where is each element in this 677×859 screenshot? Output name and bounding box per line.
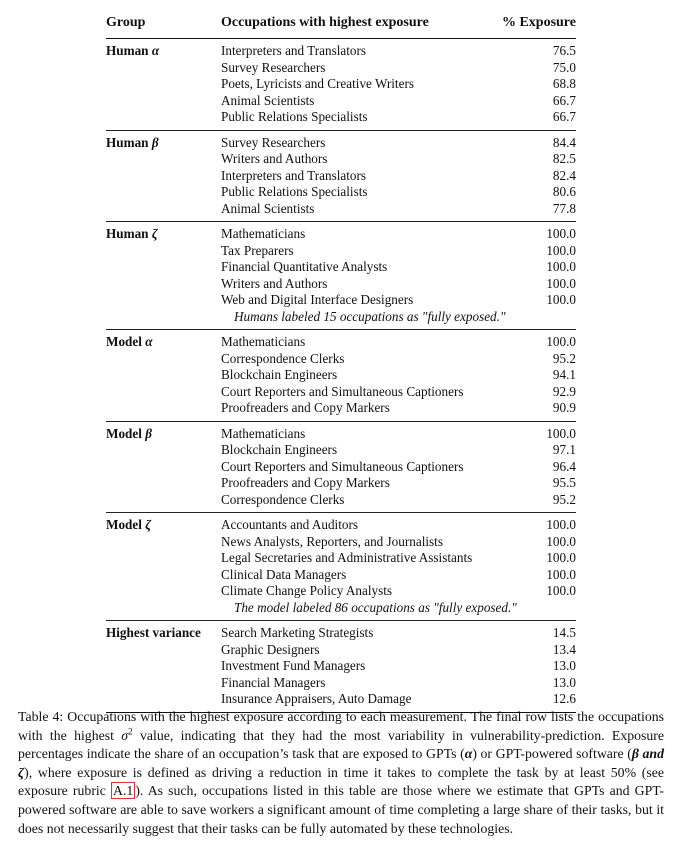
exposure-cell: 100.0 — [546, 226, 576, 241]
group-label — [106, 201, 221, 218]
group-name: Human — [106, 134, 149, 150]
occupation-cell: Legal Secretaries and Administrative Assistants — [221, 550, 473, 565]
occupation-cell: Investment Fund Managers — [221, 658, 366, 673]
occupation-cell: Survey Researchers — [221, 59, 326, 75]
table-row — [106, 400, 576, 417]
exposure-cell: 12.6 — [552, 691, 576, 706]
group-label — [106, 475, 221, 492]
group-label — [106, 151, 221, 168]
exposure-cell: 95.2 — [552, 491, 576, 507]
table-row — [106, 135, 576, 152]
group-label — [106, 384, 221, 401]
occupation-cell: Proofreaders and Copy Markers — [221, 475, 390, 490]
group-label — [106, 351, 221, 368]
occupation-cell: Blockchain Engineers — [221, 367, 338, 382]
table-group — [106, 131, 576, 222]
table-row — [106, 259, 576, 276]
group-label — [106, 43, 221, 60]
table-row — [106, 517, 576, 534]
table-group — [106, 330, 576, 421]
group-label — [106, 76, 221, 93]
table-row — [106, 60, 576, 77]
rubric-reference-link[interactable]: A.1 — [113, 783, 134, 799]
exposure-cell: 95.5 — [552, 475, 576, 490]
table-row — [106, 276, 576, 293]
table-row — [106, 625, 576, 642]
occupation-cell: Public Relations Specialists — [221, 109, 368, 124]
table-body — [106, 38, 576, 713]
group-label — [106, 168, 221, 185]
exposure-cell: 94.1 — [552, 367, 576, 382]
table-row — [106, 109, 576, 126]
exposure-cell: 100.0 — [546, 550, 576, 565]
exposure-cell: 13.0 — [552, 658, 576, 673]
exposure-cell: 75.0 — [552, 59, 576, 75]
table-group — [106, 222, 576, 329]
header-occupations: Occupations with highest exposure — [221, 15, 429, 30]
table-header-row — [106, 8, 576, 38]
group-label — [106, 135, 221, 152]
caption-text-5: ). As such, occupations listed in this table are those where we estimate that GPTs and GPT-powered software are able to save workers a significant amount of time completing a large share of their tasks, but it does not necessarily suggest that their tasks can be fully automated by these technologies. — [18, 783, 665, 836]
group-label — [106, 292, 221, 309]
exposure-cell: 80.6 — [552, 184, 576, 199]
table-row — [106, 567, 576, 584]
occupation-cell: Interpreters and Translators — [221, 167, 367, 183]
exposure-cell: 13.4 — [552, 641, 576, 657]
exposure-cell: 100.0 — [546, 275, 576, 291]
group-label — [106, 226, 221, 243]
group-label — [106, 400, 221, 417]
caption-text-4: ), where exposure is defined as driving a reduction in time it takes to complete the task by at least 50% (see exposure rubric — [18, 764, 664, 799]
group-label — [106, 442, 221, 459]
occupation-cell: Interpreters and Translators — [221, 43, 367, 58]
occupation-cell: Correspondence Clerks — [221, 350, 345, 366]
occupation-cell: Search Marketing Strategists — [221, 625, 374, 640]
occupation-cell: Animal Scientists — [221, 92, 315, 108]
caption-beta-zeta: β and ζ — [18, 746, 664, 780]
occupation-cell: Financial Quantitative Analysts — [221, 259, 388, 274]
table-row — [106, 642, 576, 659]
exposure-cell: 100.0 — [546, 259, 576, 274]
group-name: Model — [106, 517, 142, 532]
group-label — [106, 459, 221, 476]
occupation-cell: Accountants and Auditors — [221, 517, 358, 532]
occupation-cell: Writers and Authors — [221, 275, 328, 291]
exposure-cell: 100.0 — [546, 425, 576, 441]
table-row — [106, 184, 576, 201]
group-label — [106, 60, 221, 77]
table-row — [106, 151, 576, 168]
group-symbol: β — [145, 425, 152, 441]
occupation-cell: Mathematicians — [221, 334, 306, 349]
table-row — [106, 334, 576, 351]
exposure-cell: 82.5 — [552, 151, 576, 166]
group-name: Highest variance — [106, 625, 201, 640]
table-row — [106, 201, 576, 218]
group-label — [106, 534, 221, 551]
group-label — [106, 625, 221, 642]
exposure-table — [106, 8, 576, 713]
group-label — [106, 583, 221, 600]
table-row — [106, 583, 576, 600]
exposure-cell: 66.7 — [552, 92, 576, 108]
exposure-cell: 97.1 — [552, 442, 576, 457]
exposure-cell: 14.5 — [552, 625, 576, 640]
exposure-cell: 76.5 — [552, 43, 576, 58]
group-label — [106, 367, 221, 384]
exposure-cell: 92.9 — [552, 383, 576, 399]
table-group — [106, 513, 576, 620]
occupation-cell: Animal Scientists — [221, 200, 315, 216]
table-row — [106, 691, 576, 708]
table-caption — [18, 708, 664, 838]
group-symbol: α — [151, 43, 160, 58]
group-name: Human — [106, 226, 149, 241]
exposure-cell: 66.7 — [552, 109, 576, 124]
occupation-cell: Mathematicians — [221, 425, 306, 441]
group-symbol: α — [145, 334, 153, 349]
occupation-cell: Insurance Appraisers, Auto Damage — [221, 691, 412, 706]
occupation-cell: Tax Preparers — [221, 242, 294, 258]
group-label — [106, 243, 221, 260]
caption-alpha: α — [464, 746, 473, 762]
table-row — [106, 243, 576, 260]
group-label — [106, 334, 221, 351]
occupation-cell: Public Relations Specialists — [221, 184, 368, 199]
occupation-cell: Correspondence Clerks — [221, 491, 345, 507]
group-label — [106, 517, 221, 534]
occupation-cell: Mathematicians — [221, 226, 306, 241]
group-name: Human — [106, 43, 149, 58]
group-label — [106, 426, 221, 443]
group-label — [106, 675, 221, 692]
group-label — [106, 184, 221, 201]
occupation-cell: Writers and Authors — [221, 151, 328, 166]
caption-sigma: σ — [121, 727, 129, 743]
exposure-cell: 96.4 — [552, 458, 576, 474]
exposure-cell: 100.0 — [546, 583, 576, 598]
group-label — [106, 642, 221, 659]
table-group — [106, 422, 576, 513]
exposure-cell: 84.4 — [552, 134, 576, 150]
table-row — [106, 492, 576, 509]
group-note: Humans labeled 15 occupations as "fully exposed." — [234, 308, 506, 324]
exposure-cell: 77.8 — [552, 200, 576, 216]
occupation-cell: Blockchain Engineers — [221, 442, 338, 457]
table-row — [106, 459, 576, 476]
occupation-cell: Proofreaders and Copy Markers — [221, 400, 390, 415]
group-label — [106, 276, 221, 293]
exposure-cell: 82.4 — [552, 167, 576, 183]
group-label — [106, 550, 221, 567]
group-label — [106, 109, 221, 126]
table-group — [106, 621, 576, 712]
occupation-cell: Court Reporters and Simultaneous Captioners — [221, 458, 464, 474]
occupation-cell: Survey Researchers — [221, 134, 326, 150]
group-label — [106, 492, 221, 509]
exposure-cell: 95.2 — [552, 350, 576, 366]
occupation-cell: Financial Managers — [221, 674, 326, 690]
occupation-cell: Web and Digital Interface Designers — [221, 292, 414, 307]
group-name: Model — [106, 425, 142, 441]
table-row — [106, 351, 576, 368]
exposure-cell: 13.0 — [552, 674, 576, 690]
table-row — [106, 93, 576, 110]
group-label — [106, 658, 221, 675]
header-exposure: % Exposure — [501, 15, 576, 30]
table-row — [106, 675, 576, 692]
table-row — [106, 226, 576, 243]
table-row — [106, 550, 576, 567]
occupation-cell: Clinical Data Managers — [221, 566, 347, 582]
exposure-cell: 100.0 — [546, 533, 576, 549]
exposure-cell: 100.0 — [546, 334, 576, 349]
caption-text-2: value, indicating that they had the most variability in vulnerability-prediction. Exposure percentages indicate the share of an occupation’s task that are exposed to GPTs ( — [18, 727, 665, 762]
exposure-cell: 100.0 — [546, 517, 576, 532]
table-row — [106, 426, 576, 443]
caption-label: Table 4: — [18, 709, 64, 724]
exposure-cell: 100.0 — [546, 242, 576, 258]
group-label — [106, 567, 221, 584]
occupation-cell: Poets, Lyricists and Creative Writers — [221, 76, 414, 91]
group-symbol: ζ — [151, 226, 158, 241]
table-row — [106, 292, 576, 309]
caption-text-1: Occupations with the highest exposure according to each measurement. The final row lists the occupations with the highest — [18, 709, 665, 743]
group-label — [106, 93, 221, 110]
exposure-cell: 68.8 — [552, 76, 576, 91]
table-row — [106, 43, 576, 60]
occupation-cell: Court Reporters and Simultaneous Captioners — [221, 383, 464, 399]
table-row — [106, 475, 576, 492]
exposure-cell: 90.9 — [552, 400, 576, 415]
group-label — [106, 259, 221, 276]
group-symbol: β — [151, 134, 159, 150]
table-row — [106, 168, 576, 185]
caption-text-3: ) or GPT-powered software ( — [472, 746, 632, 762]
group-note: The model labeled 86 occupations as "fully exposed." — [234, 599, 517, 615]
table-group — [106, 39, 576, 130]
occupation-cell: Climate Change Policy Analysts — [221, 583, 393, 598]
table-row — [106, 442, 576, 459]
table-row — [106, 367, 576, 384]
group-label — [106, 691, 221, 708]
header-group: Group — [106, 15, 146, 30]
table-row — [106, 658, 576, 675]
occupation-cell: Graphic Designers — [221, 641, 320, 657]
table-row — [106, 534, 576, 551]
caption-sup: 2 — [128, 726, 133, 736]
occupation-cell: News Analysts, Reporters, and Journalists — [221, 533, 443, 549]
group-symbol: ζ — [145, 517, 152, 532]
table-row — [106, 76, 576, 93]
exposure-cell: 100.0 — [546, 292, 576, 307]
exposure-cell: 100.0 — [546, 566, 576, 582]
group-name: Model — [106, 334, 142, 349]
table-row — [106, 384, 576, 401]
